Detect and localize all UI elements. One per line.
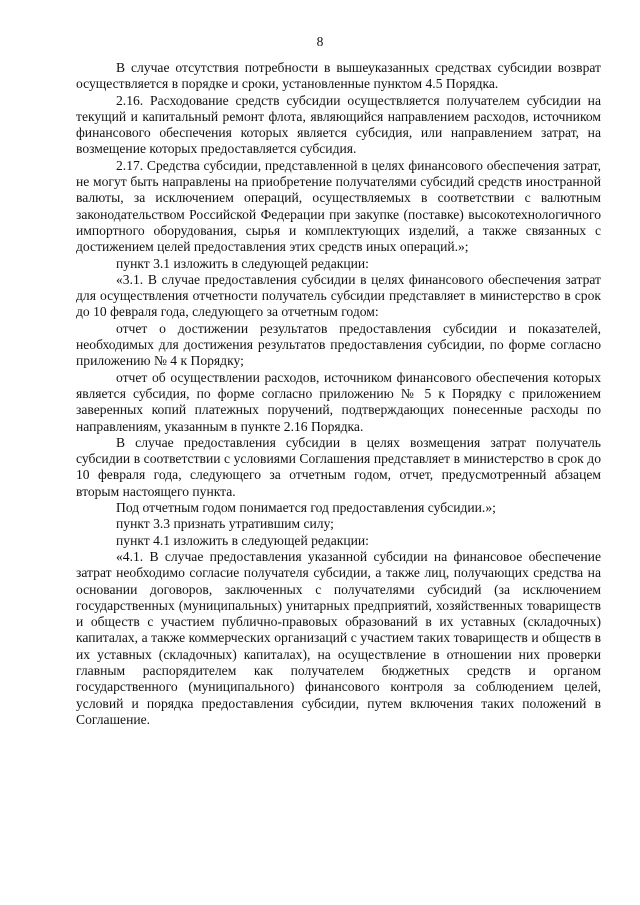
page-number: 8 — [316, 34, 324, 49]
paragraph-results-report: отчет о достижении результатов предоставления субсидии и показателей, необходимых для достижения результатов предоставления субсидии, по форме согласно приложению № 4 к Порядку; — [76, 320, 601, 369]
document-body — [76, 60, 601, 728]
paragraph-2-16: 2.16. Расходование средств субсидии осуществляется получателем субсидии на текущий и капитальный ремонт флота, являющийся направлением расходов, источником финансового обеспечения которых является субсидия, или направлением затрат, на возмещение которых предоставляется субсидия. — [76, 92, 601, 157]
paragraph-amend-3-1: пункт 3.1 изложить в следующей редакции: — [116, 255, 369, 271]
paragraph-amend-4-1: пункт 4.1 изложить в следующей редакции: — [116, 532, 369, 548]
paragraph-repeal-3-3: пункт 3.3 признать утратившим силу; — [116, 516, 334, 532]
paragraph-reimbursement-report: В случае предоставления субсидии в целях возмещения затрат получатель субсидии в соответствии с условиями Соглашения представляет в министерство в срок до 10 февраля года, следующего за отчетным годом, отчет, предусмотренный абзацем вторым настоящего пункта. — [76, 434, 601, 499]
paragraph-2-17: 2.17. Средства субсидии, представленной в целях финансового обеспечения затрат, не могут быть направлены на приобретение получателями субсидий средств иностранной валюты, за исключением операций, осуществляемых в соответствии с валютным законодательством Российской Федерации при закупке (поставке) высокотехнологичного импортного оборудования, сырья и комплектующих изделий, а также связанных с достижением целей предоставления этих средств иных операций.»; — [76, 157, 601, 255]
paragraph-4-1: «4.1. В случае предоставления указанной субсидии на финансовое обеспечение затрат необходимо согласие получателя субсидии, а также лиц, получающих средства на основании договоров, заключенных с получателями субсидий (за исключением государственных (муниципальных) унитарных предприятий, хозяйственных товариществ и обществ с участием публично-правовых образований в их уставных (складочных) капиталах, а также коммерческих организаций с участием таких товариществ и обществ в их уставных (складочных) капиталах), на осуществление в отношении них проверки главным распорядителем как получателем бюджетных средств и органом государственного (муниципального) финансового контроля за соблюдением целей, условий и порядка предоставления субсидии, путем включения таких положений в Соглашение. — [76, 548, 601, 727]
paragraph-refund-conditions: В случае отсутствия потребности в вышеуказанных средствах субсидии возврат осуществляется в порядке и сроки, установленные пунктом 4.5 Порядка. — [76, 60, 601, 92]
paragraph-reporting-year: Под отчетным годом понимается год предоставления субсидии.»; — [116, 500, 496, 516]
paragraph-expenses-report: отчет об осуществлении расходов, источником финансового обеспечения которых является субсидия, по форме согласно приложению № 5 к Порядку с приложением заверенных копий платежных поручений, подтверждающих понесенные расходы по направлениям, указанным в пункте 2.16 Порядка. — [76, 369, 601, 434]
paragraph-3-1: «3.1. В случае предоставления субсидии в целях финансового обеспечения затрат для осуществления отчетности получатель субсидии представляет в министерство в срок до 10 февраля года, следующего за отчетным годом: — [76, 271, 601, 320]
